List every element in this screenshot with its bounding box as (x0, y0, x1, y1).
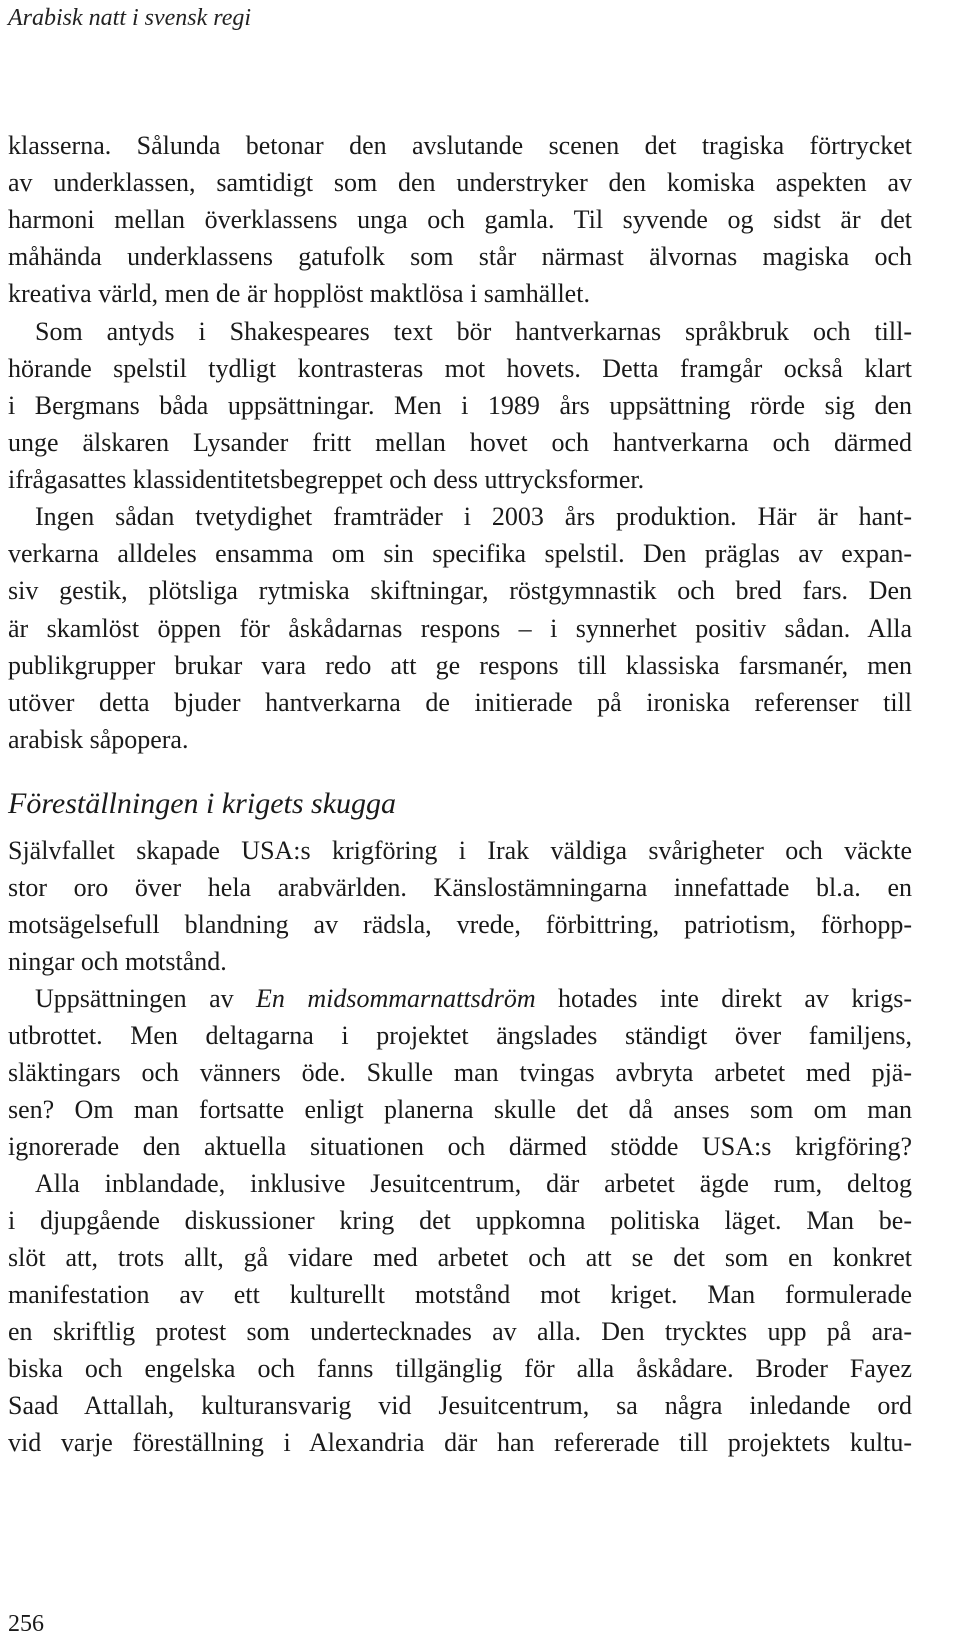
text-line: publikgrupper brukar vara redo att ge respons till klassiska farsmanér, men (8, 651, 912, 680)
text-line: motsägelsefull blandning av rädsla, vrede, förbittring, patriotism, förhopp- (8, 910, 912, 939)
running-head: Arabisk natt i svensk regi (8, 5, 252, 31)
text-line: sen? Om man fortsatte enligt planerna skulle det då anses som om man (8, 1095, 912, 1124)
text-line: Ingen sådan tvetydighet framträder i 2003 års produktion. Här är hant- (35, 502, 912, 531)
text-line: av underklassen, samtidigt som den understryker den komiska aspekten av (8, 168, 912, 197)
text-line: i djupgående diskussioner kring det uppkomna politiska läget. Man be- (8, 1206, 912, 1235)
text-line: Som antyds i Shakespeares text bör hantverkarnas språkbruk och till- (35, 317, 912, 346)
text-line: biska och engelska och fanns tillgänglig för alla åskådare. Broder Fayez (8, 1354, 912, 1383)
text-line: arabisk såpopera. (8, 725, 189, 754)
page-number: 256 (8, 1611, 44, 1637)
text-line: utöver detta bjuder hantverkarna de initierade på ironiska referenser till (8, 688, 912, 717)
text-line: hörande spelstil tydligt kontrasteras mot hovets. Detta framgår också klart (8, 354, 912, 383)
text-line: unge älskaren Lysander fritt mellan hovet och hantverkarna och därmed (8, 428, 912, 457)
text-line: är skamlöst öppen för åskådarnas respons – i synnerhet positiv sådan. Alla (8, 614, 912, 643)
text-line: Alla inblandade, inklusive Jesuitcentrum, där arbetet ägde rum, deltog (35, 1169, 912, 1198)
text-line: ifrågasattes klassidentitetsbegreppet och dess uttrycksformer. (8, 465, 645, 494)
text-line: slöt att, trots allt, gå vidare med arbetet och att se det som en konkret (8, 1243, 912, 1272)
text-line: manifestation av ett kulturellt motstånd mot kriget. Man formulerade (8, 1280, 912, 1309)
text-line: i Bergmans båda uppsättningar. Men i 1989 års uppsättning rörde sig den (8, 391, 912, 420)
text-span: Uppsättningen av (35, 984, 257, 1013)
text-line: harmoni mellan överklassens unga och gamla. Til syvende og sidst är det (8, 205, 912, 234)
text-line (35, 983, 912, 1015)
text-line: kreativa värld, men de är hopplöst maktlösa i samhället. (8, 279, 590, 308)
text-line: vid varje föreställning i Alexandria där han refererade till projektets kultu- (8, 1428, 912, 1457)
text-line: måhända underklassens gatufolk som står närmast älvornas magiska och (8, 242, 912, 271)
text-line: Saad Attallah, kulturansvarig vid Jesuitcentrum, sa några inledande ord (8, 1391, 912, 1420)
section-heading: Föreställningen i krigets skugga (8, 787, 397, 820)
text-line: Självfallet skapade USA:s krigföring i Irak väldiga svårigheter och väckte (8, 836, 912, 865)
text-line: stor oro över hela arabvärlden. Känslostämningarna innefattade bl.a. en (8, 873, 912, 902)
text-span: hotades inte direkt av krigs- (535, 984, 912, 1013)
text-line: utbrottet. Men deltagarna i projektet ängslades ständigt över familjens, (8, 1021, 912, 1050)
text-line: klasserna. Sålunda betonar den avslutande scenen det tragiska förtrycket (8, 131, 912, 160)
text-line: släktingars och vänners öde. Skulle man tvingas avbryta arbetet med pjä- (8, 1058, 912, 1087)
text-line: siv gestik, plötsliga rytmiska skiftningar, röstgymnastik och bred fars. Den (8, 576, 912, 605)
text-line: verkarna alldeles ensamma om sin specifika spelstil. Den präglas av expan- (8, 539, 912, 568)
text-line: ignorerade den aktuella situationen och därmed stödde USA:s krigföring? (8, 1132, 912, 1161)
play-title: En midsommarnattsdröm (256, 984, 536, 1013)
text-line: en skriftlig protest som undertecknades av alla. Den trycktes upp på ara- (8, 1317, 912, 1346)
text-line: ningar och motstånd. (8, 947, 227, 976)
